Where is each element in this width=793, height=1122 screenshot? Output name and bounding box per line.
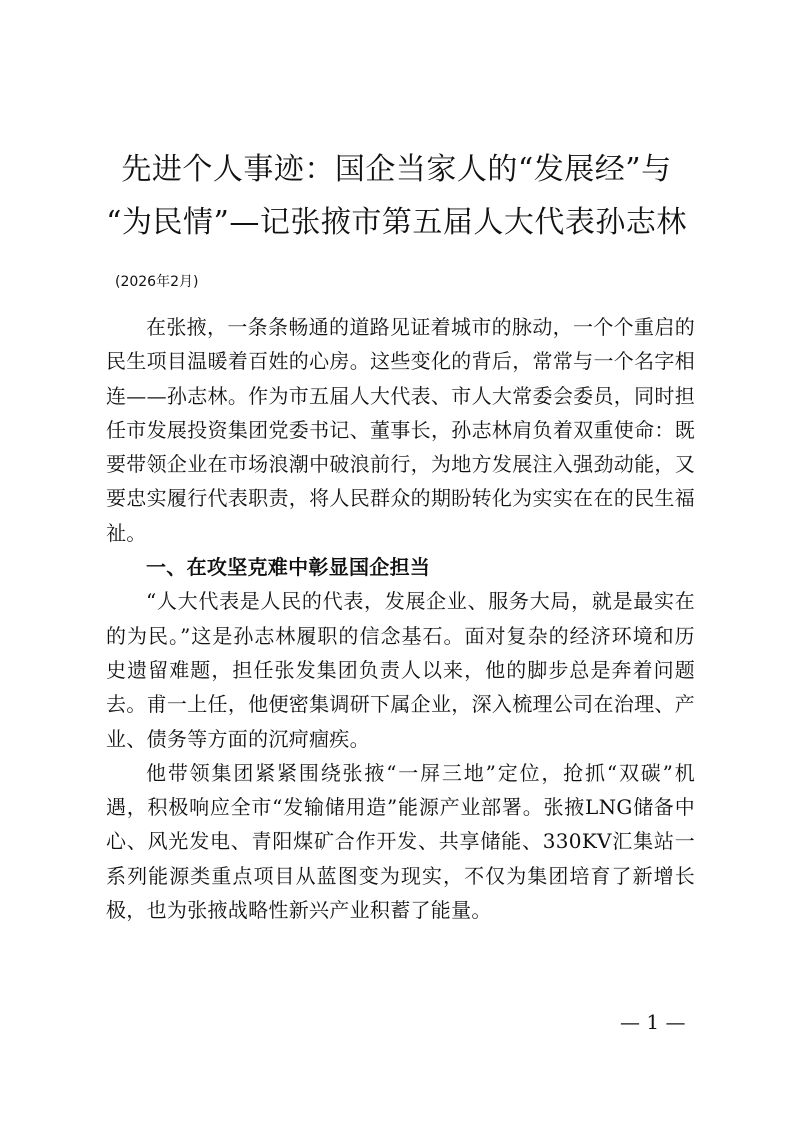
section-paragraph: 他带领集团紧紧围绕张掖“一屏三地”定位，抢抓“双碳”机遇，积极响应全市“发输储用造”能源产业部署。张掖LNG储备中心、风光发电、青阳煤矿合作开发、共享储能、330KV汇集站一系列能源类重点项目从蓝图变为现实，不仅为集团培育了新增长极，也为张掖战略性新兴产业积蓄了能量。 xyxy=(106,760,695,923)
section-heading: 一、在攻坚克难中彰显国企担当 xyxy=(146,555,431,580)
section-paragraph: “人大代表是人民的代表，发展企业、服务大局，就是最实在的为民。”这是孙志林履职的信念基石。面对复杂的经济环境和历史遗留难题，担任张发集团负责人以来，他的脚步总是奔着问题去。甫一上任，他便密集调研下属企业，深入梳理公司在治理、产业、债务等方面的沉疴痼疾。 xyxy=(106,589,695,751)
page-number: — 1 — xyxy=(620,1010,686,1034)
document-date: (2026年2月) xyxy=(115,274,199,290)
title-line-1: 先进个人事迹：国企当家人的“发展经”与 xyxy=(121,152,672,187)
intro-paragraph: 在张掖，一条条畅通的道路见证着城市的脉动，一个个重启的民生项目温暖着百姓的心房。这些变化的背后，常常与一个名字相连——孙志林。作为市五届人大代表、市人大常委会委员，同时担任市发展投资集团党委书记、董事长，孙志林肩负着双重使命：既要带领企业在市场浪潮中破浪前行，为地方发展注入强劲动能，又要忠实履行代表职责，将人民群众的期盼转化为实实在在的民生福祉。 xyxy=(106,315,695,545)
document-title xyxy=(60,143,733,249)
document-body xyxy=(106,310,695,927)
title-line-2: “为民情”—记张掖市第五届人大代表孙志林 xyxy=(106,205,687,240)
